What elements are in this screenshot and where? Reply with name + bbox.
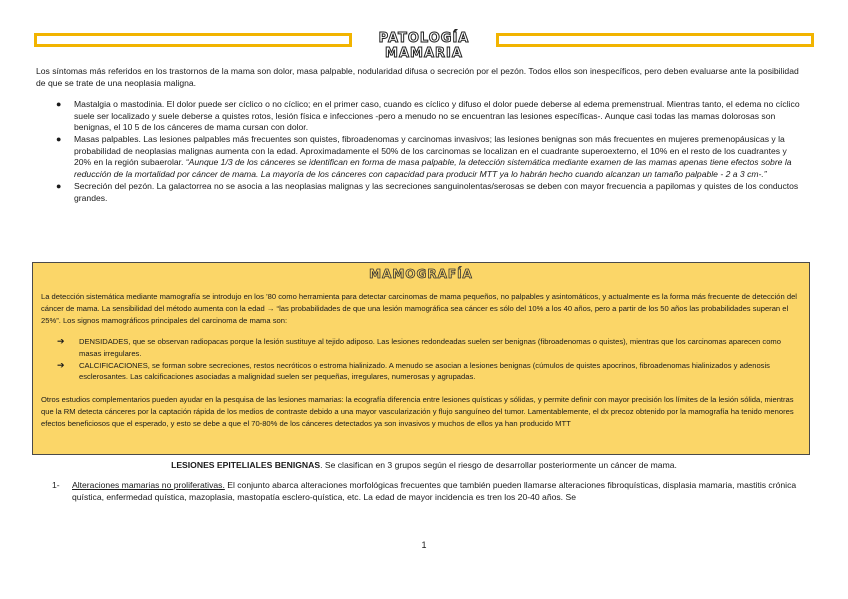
title-row xyxy=(34,30,814,61)
bullet-dot-icon: ● xyxy=(56,181,62,192)
mammography-paragraph-1: La detección sistemática mediante mamografía se introdujo en los ’80 como herramienta para detectar carcinomas de mama pequeños, no palpables y asintomáticos, y actualmente es la forma más frecuente de detección del cáncer de mama. La sensibilidad del método aumenta con la edad → “las probabilidades de que una lesión mamográfica sea cáncer es sólo del 10% a los 40 años, pero a partir de los 50 años las probabilidades superan el 25%”. Los signos mamográficos principales del carcinoma de mama son: xyxy=(41,292,797,325)
arrow-right-icon: ➔ xyxy=(57,359,65,370)
mammography-paragraph-2: Otros estudios complementarios pueden ayudar en la pesquisa de las lesiones mamarias: la ecografía diferencia entre lesiones quísticas y sólidas, y permite definir con mayor precisión los límites de la lesión sólida, mientras que la RM detecta cánceres por la captación rápida de los medios de contraste debido a una mayor vascularización y flujo sanguíneo del tumor. Lamentablemente, el dx precoz obtenido por la mamografía ha tenido menores efectos beneficiosos que el esperado, y esto se debe a que el 70-80% de los cánceres detectados ya son invasivos y muchos de ellos ya han producido MTT xyxy=(41,395,794,428)
page-number: 1 xyxy=(421,540,427,550)
section-heading xyxy=(0,460,848,472)
list-item xyxy=(36,99,806,134)
list-item xyxy=(36,134,806,180)
bullet-text: Masas palpables. Las lesiones palpables más frecuentes son quistes, fibroadenomas y carcinomas invasivos; las lesiones benignas son más frecuentes en mujeres premenopáusicas y la probabilidad de neoplasias malignas aumenta con la edad. Aproximadamente el 50% de los carcinomas se localizan en el cuadrante superoexterno, el 10% en el resto de los cuadrantes y 20% en la región subaerolar. xyxy=(74,134,787,168)
list-item-text: El conjunto abarca alteraciones morfológicas frecuentes que también pueden llamarse alteraciones fibroquísticas, displasia mamaria, mastitis crónica quística, enfermedad quística, mazoplasia, mastopatía esclero-quística, etc. La edad de mayor incidencia es tren los 20-40 años. Se xyxy=(72,480,797,502)
list-item xyxy=(41,360,803,384)
list-item xyxy=(36,480,816,503)
sign-text: DENSIDADES, que se observan radiopacas porque la lesión sustituye al tejido adiposo. Las lesiones redondeadas suelen ser benignas (fibroadenomas o quistes), mientras que los carcinomas aparecen como masas irregulares. xyxy=(79,337,781,358)
section-heading-bold: LESIONES EPITELIALES BENIGNAS xyxy=(171,460,321,470)
bullet-text: Secreción del pezón. La galactorrea no se asocia a las neoplasias malignas y las secreciones sanguinolentas/serosas se deben con mayor frecuencia a papilomas y quistes de los conductos grandes. xyxy=(74,181,799,203)
title-bar-left xyxy=(34,33,352,47)
list-item-heading: Alteraciones mamarias no proliferativas. xyxy=(72,480,225,490)
symptom-list xyxy=(36,99,806,205)
mammography-box xyxy=(32,262,810,455)
arrow-right-icon: ➔ xyxy=(57,336,65,346)
list-item xyxy=(41,336,803,360)
list-number: 1- xyxy=(52,480,60,490)
section-heading-text: . Se clasifican en 3 grupos según el riesgo de desarrollar posteriormente un cáncer de mama. xyxy=(320,460,677,470)
bullet-dot-icon: ● xyxy=(56,134,62,145)
mammography-title: MAMOGRAFÍA xyxy=(369,267,473,281)
intro-paragraph: Los síntomas más referidos en los trastornos de la mama son dolor, masa palpable, nodularidad difusa o secreción por el pezón. Todos ellos son inespecíficos, pero deben evaluarse ante la posibilidad de que se trate de una neoplasia maligna. xyxy=(36,66,799,88)
title-bar-right xyxy=(496,33,814,47)
bullet-dot-icon: ● xyxy=(56,99,62,109)
bullet-text: Mastalgia o mastodinia. El dolor puede ser cíclico o no cíclico; en el primer caso, cuando es cíclico y difuso el dolor puede deberse al edema premenstrual. Mientras tanto, el edema no cíclico suele ser localizado y suele deberse a quistes rotos, lesión física e infecciones -pero a menudo no se encuentran las lesiones específicas-. Aunque casi todas las mamas dolorosas son benignas, el 10 5 de los cánceres de mama cursan con dolor. xyxy=(74,99,800,133)
mammography-signs-list xyxy=(41,336,803,383)
list-item xyxy=(36,181,806,204)
page-title: PATOLOGÍA MAMARIA xyxy=(378,31,470,61)
lesion-list xyxy=(36,480,816,503)
bullet-quote: “Aunque 1/3 de los cánceres se identifican en forma de masa palpable, la detección sistemática mediante examen de las mamas apenas tiene efectos sobre la reducción de la mortalidad por cáncer de mama. La mayoría de los cánceres con capacidad para producir MTT ya lo habrán hecho cuando alcanzan un tamaño palpable - 2 a 3 cm-.” xyxy=(74,157,792,180)
sign-text: CALCIFICACIONES, se forman sobre secreciones, restos necróticos o estroma hialinizado. A menudo se asocian a lesiones benignas (cúmulos de quistes apocrinos, fibroadenomas hialinizados y adenosis esclerosantes. Las calcificaciones asociadas a malignidad suelen ser pequeñas, irregulares, numerosas y agrupadas. xyxy=(79,360,770,382)
